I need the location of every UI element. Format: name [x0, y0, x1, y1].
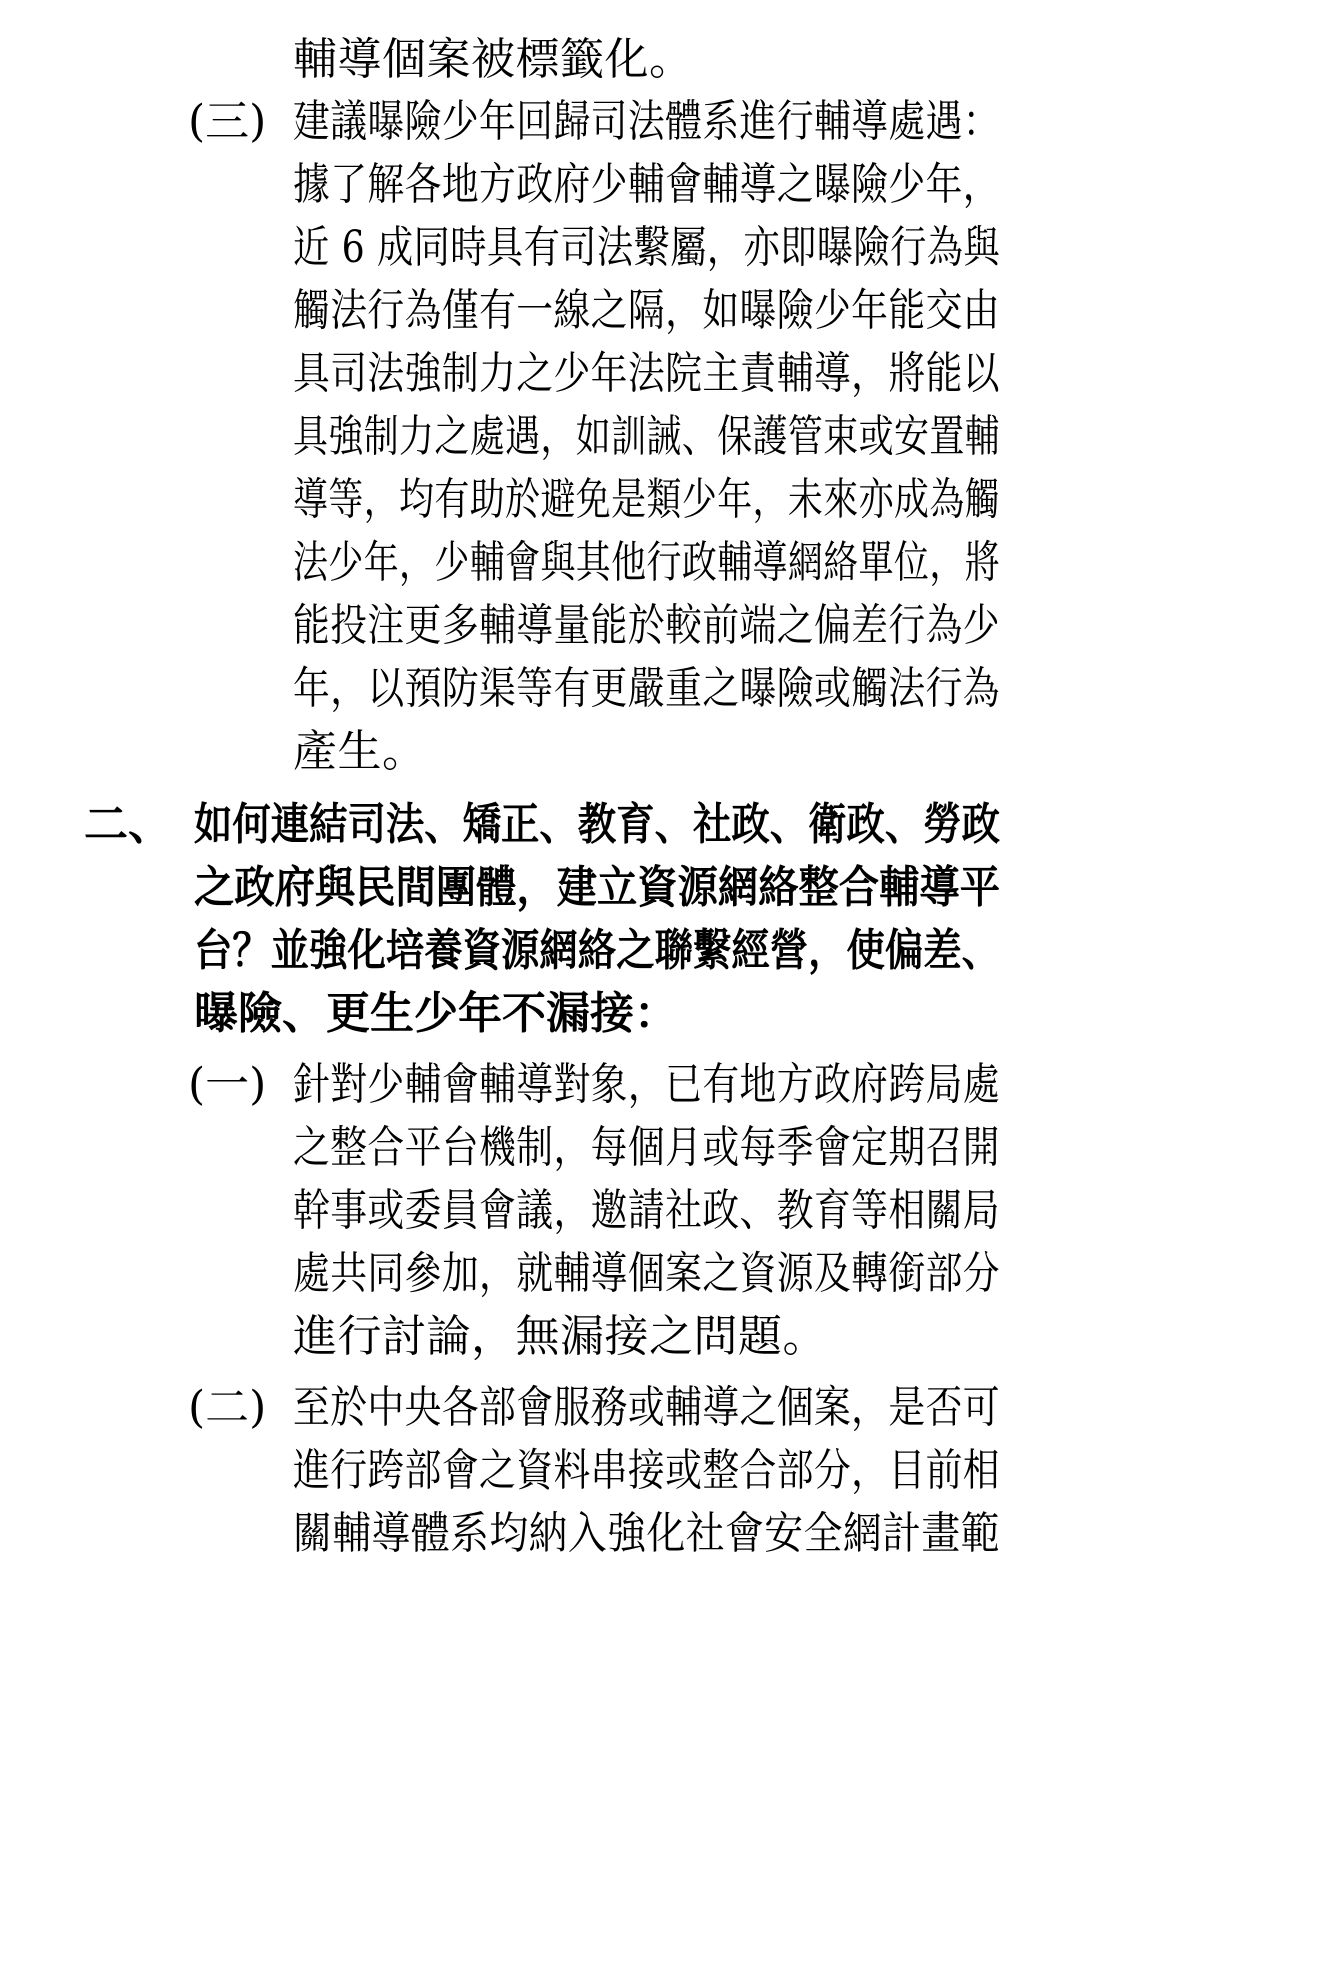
item-3-line	[293, 596, 1139, 656]
item-2-line-text: 至於中央各部會服務或輔導之個案，是否可	[293, 1382, 1001, 1433]
item-3-line-text: 產生。	[293, 726, 427, 777]
section-2-heading-line	[194, 984, 678, 1044]
section-2-heading-text: 曝險、更生少年不漏接：	[194, 988, 678, 1039]
item-1-line	[293, 1181, 1139, 1241]
section-2-heading-line	[194, 858, 1074, 918]
item-1-line	[293, 1307, 827, 1367]
item-2-line-text: 進行跨部會之資料串接或整合部分，目前相	[293, 1445, 1001, 1496]
item-1-line-text: 針對少輔會輔導對象，已有地方政府跨局處	[293, 1059, 1001, 1110]
continuation-line	[293, 30, 694, 90]
item-1-line	[293, 1244, 1139, 1304]
section-2-heading-text: 台？並強化培養資源網絡之聯繫經營，使偏差、	[194, 925, 1001, 976]
section-2-heading-text: 之政府與民間團體，建立資源網絡整合輔導平	[194, 862, 1000, 913]
item-3-line-text: 具強制力之處遇，如訓誡、保護管束或安置輔	[293, 411, 1001, 462]
item-3-line-text: 觸法行為僅有一線之隔，如曝險少年能交由	[293, 285, 1001, 336]
section-2-heading-text: 如何連結司法、矯正、教育、社政、衛政、勞政	[194, 799, 1001, 850]
item-3-title-text: 建議曝險少年回歸司法體系進行輔導處遇：	[293, 96, 1001, 147]
item-3-line	[293, 281, 1139, 341]
item-1-line-text: 幹事或委員會議，邀請社政、教育等相關局	[293, 1185, 1001, 1236]
item-3-line	[293, 722, 427, 782]
item-3-line-text: 導等，均有助於避免是類少年，未來亦成為觸	[293, 474, 1001, 525]
item-1-line	[293, 1055, 1139, 1115]
continuation-text: 輔導個案被標籤化。	[293, 34, 694, 85]
section-2-heading-line	[194, 921, 1118, 981]
item-3-line	[293, 407, 1183, 467]
item-2-marker: (二)	[188, 1382, 267, 1433]
item-2-line	[293, 1378, 1139, 1438]
item-3-line-text: 能投注更多輔導量能於較前端之偏差行為少	[293, 600, 1001, 651]
item-1-line-text: 處共同參加，就輔導個案之資源及轉銜部分	[293, 1248, 1001, 1299]
item-1-line	[293, 1118, 1139, 1178]
item-3-line	[293, 155, 1139, 215]
item-3-line-text: 具司法強制力之少年法院主責輔導，將能以	[293, 348, 1001, 399]
item-3-line-text: 近 6 成同時具有司法繫屬，亦即曝險行為與	[293, 222, 1001, 273]
item-3-line	[293, 533, 1183, 593]
item-1-line-text: 之整合平台機制，每個月或每季會定期召開	[293, 1122, 1001, 1173]
item-3-line	[293, 659, 1139, 719]
item-1-line-text: 進行討論，無漏接之問題。	[293, 1311, 827, 1362]
item-3-title	[293, 92, 1139, 152]
item-3-line-text: 法少年，少輔會與其他行政輔導網絡單位，將	[293, 537, 1001, 588]
item-3-line-text: 據了解各地方政府少輔會輔導之曝險少年，	[293, 159, 1001, 210]
item-3-line	[293, 344, 1139, 404]
section-2-marker: 二、	[84, 799, 172, 850]
item-2-line-text: 關輔導體系均納入強化社會安全網計畫範	[293, 1508, 1000, 1559]
item-2-line	[293, 1504, 1094, 1564]
item-1-marker: (一)	[188, 1059, 267, 1110]
item-3-line	[293, 218, 1151, 278]
item-3-marker: (三)	[188, 96, 267, 147]
item-3-line	[293, 470, 1183, 530]
item-2-line	[293, 1441, 1139, 1501]
item-3-line-text: 年，以預防渠等有更嚴重之曝險或觸法行為	[293, 663, 1001, 714]
section-2-heading-line	[194, 795, 1118, 855]
